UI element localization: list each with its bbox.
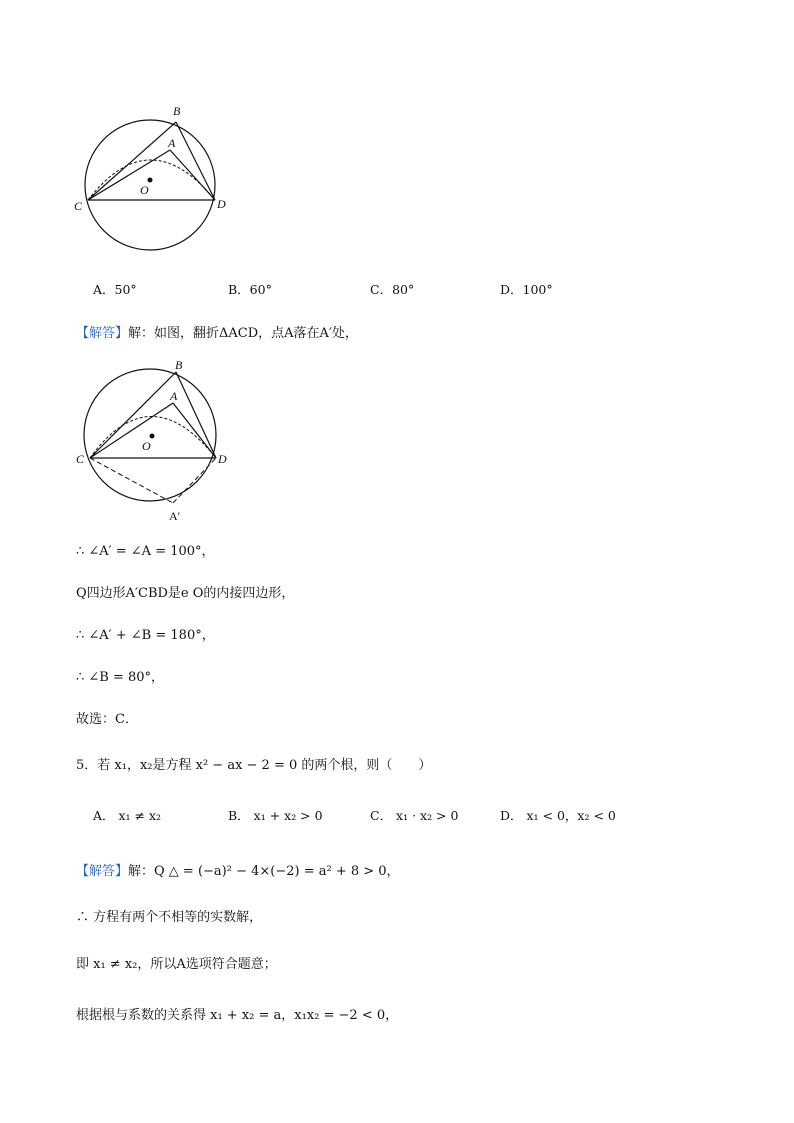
q5-solution-line-1: ∴ 方程有两个不相等的实数解， bbox=[76, 910, 263, 925]
label-b: B bbox=[175, 358, 183, 372]
segment-bd bbox=[176, 122, 215, 200]
q5-option-c: C． x₁ · x₂ > 0 bbox=[370, 808, 459, 823]
circle-figure-2 bbox=[70, 355, 250, 530]
solution-lead-text: 解：Q △ = (−a)² − 4×(−2) = a² + 8 > 0， bbox=[128, 864, 400, 879]
q4-solution-line-1: ∴ ∠A′ = ∠A = 100°， bbox=[76, 544, 215, 559]
label-a: A bbox=[168, 136, 176, 150]
q5-solution-lead bbox=[76, 860, 400, 879]
label-a-prime: A′ bbox=[169, 509, 181, 523]
q4-option-c: C．80° bbox=[370, 282, 415, 297]
q5-solution-line-2: 即 x₁ ≠ x₂，所以A选项符合题意； bbox=[76, 957, 277, 972]
center-point bbox=[148, 178, 153, 183]
label-o: O bbox=[142, 439, 151, 453]
label-c: C bbox=[76, 452, 85, 466]
segment-cb bbox=[90, 372, 176, 458]
segment-ca bbox=[88, 150, 170, 200]
q4-solution-lead bbox=[76, 322, 358, 341]
q4-solution-line-5: 故选：C． bbox=[76, 712, 138, 727]
circle-figure-1 bbox=[70, 100, 250, 260]
q4-solution-line-2: Q四边形A′CBD是e O的内接四边形， bbox=[76, 586, 295, 601]
q5-stem: 5．若 x₁，x₂是方程 x² − ax − 2 = 0 的两个根，则（ ） bbox=[76, 758, 432, 773]
center-point bbox=[150, 434, 155, 439]
q5-solution-line-3: 根据根与系数的关系得 x₁ + x₂ = a，x₁x₂ = −2 < 0， bbox=[76, 1008, 399, 1023]
label-d: D bbox=[218, 452, 227, 466]
q5-option-a: A． x₁ ≠ x₂ bbox=[93, 808, 162, 823]
solution-lead-text: 解：如图，翻折ΔACD，点A落在A′处， bbox=[128, 326, 358, 341]
label-b: B bbox=[173, 104, 181, 118]
label-c: C bbox=[74, 199, 83, 213]
q5-option-b: B． x₁ + x₂ > 0 bbox=[228, 808, 323, 823]
q4-option-d: D．100° bbox=[500, 282, 553, 297]
solution-tag: 【解答】 bbox=[76, 864, 129, 879]
q4-option-b: B．60° bbox=[228, 282, 272, 297]
q4-solution-line-4: ∴ ∠B = 80°， bbox=[76, 670, 165, 685]
solution-tag: 【解答】 bbox=[76, 326, 129, 341]
q4-solution-line-3: ∴ ∠A′ + ∠B = 180°， bbox=[76, 628, 215, 643]
dashed-a-prime-d bbox=[173, 458, 216, 503]
q4-option-a: A．50° bbox=[93, 282, 137, 297]
label-d: D bbox=[217, 197, 226, 211]
label-o: O bbox=[140, 183, 149, 197]
q5-option-d: D． x₁ < 0，x₂ < 0 bbox=[500, 808, 616, 823]
label-a: A bbox=[170, 389, 178, 403]
segment-cb bbox=[88, 122, 176, 200]
segment-ca bbox=[90, 403, 173, 458]
